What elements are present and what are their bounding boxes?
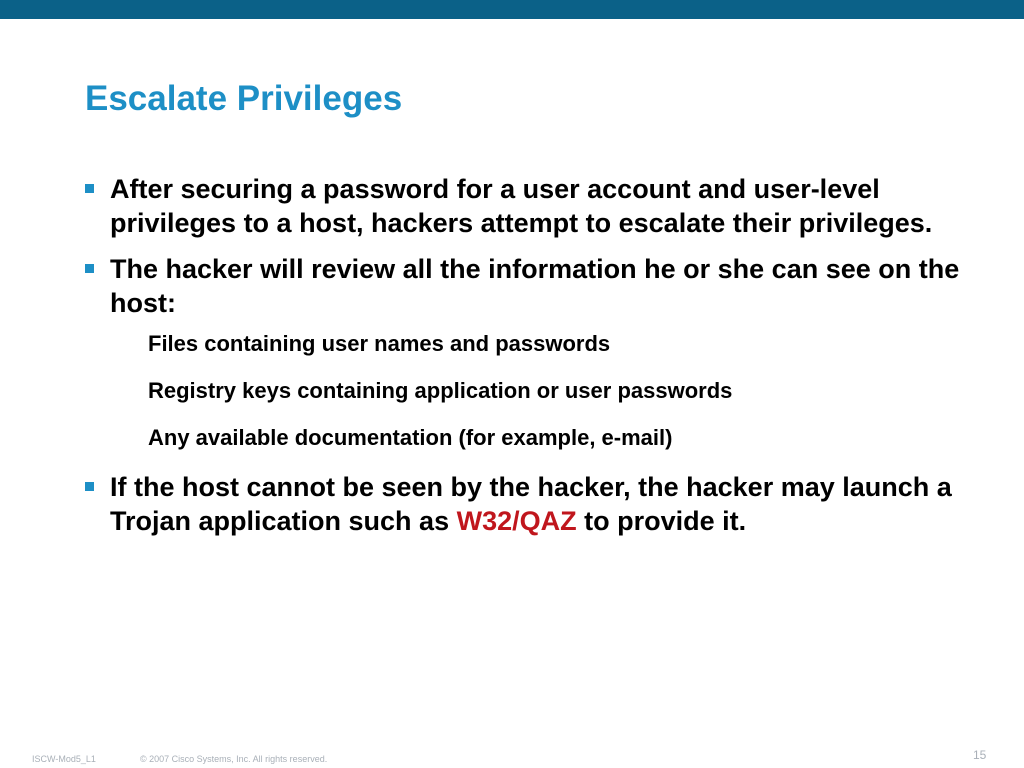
square-bullet-icon — [85, 184, 94, 193]
top-banner-bar — [0, 0, 1024, 19]
square-bullet-icon — [85, 264, 94, 273]
copyright-notice: © 2007 Cisco Systems, Inc. All rights reserved. — [140, 754, 328, 764]
sub-bullet-item: Files containing user names and passwords — [148, 331, 611, 356]
page-number: 15 — [973, 748, 987, 762]
slide-content — [85, 172, 965, 538]
bullet-item — [85, 172, 965, 240]
bullet-text-lead: If the host cannot be seen by the hacker, the hacker may launch a Trojan application such as — [110, 472, 952, 536]
trojan-name-highlight: W32/QAZ — [456, 506, 577, 536]
bullet-item — [85, 470, 965, 538]
bullet-text — [110, 472, 952, 536]
course-code: ISCW-Mod5_L1 — [32, 754, 96, 764]
sub-bullet-item: Any available documentation (for example, e-mail) — [148, 425, 673, 450]
bullet-text-tail: to provide it. — [576, 506, 747, 536]
slide-footer — [0, 748, 1024, 768]
slide-title: Escalate Privileges — [85, 79, 403, 118]
sub-bullet-list — [85, 330, 965, 452]
bullet-text: The hacker will review all the information he or she can see on the host: — [110, 254, 960, 318]
square-bullet-icon — [85, 482, 94, 491]
bullet-text: After securing a password for a user account and user-level privileges to a host, hackers attempt to escalate their privileges. — [110, 174, 933, 238]
bullet-item — [85, 252, 965, 320]
sub-bullet-item: Registry keys containing application or user passwords — [148, 378, 733, 403]
